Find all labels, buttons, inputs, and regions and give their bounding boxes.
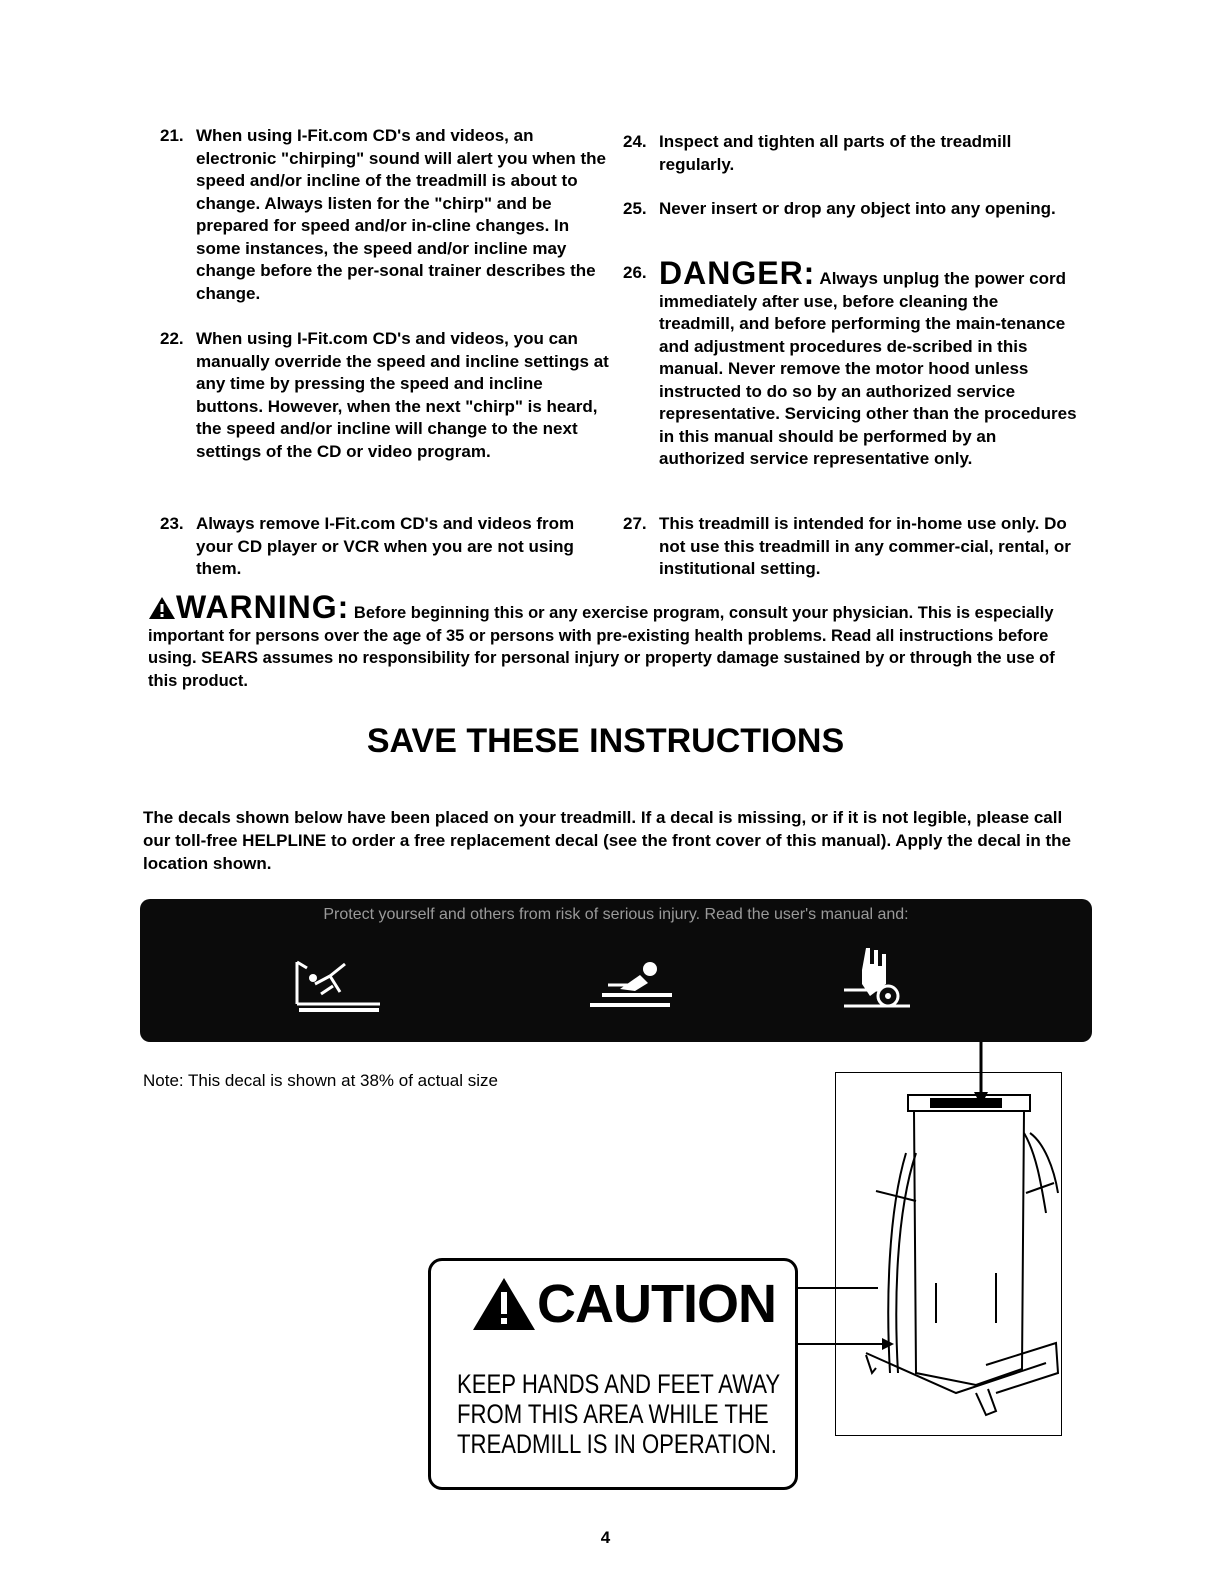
item-text: Never insert or drop any object into any opening. xyxy=(659,199,1056,218)
caution-line: FROM THIS AREA WHILE THE xyxy=(457,1399,769,1429)
item-22 xyxy=(160,328,610,463)
item-number: 27. xyxy=(623,514,647,533)
decal-intro-text: The decals shown below have been placed on your treadmill. If a decal is missing, or if it is not legible, please call our toll-free HELPLINE to order a free replacement decal (see the front cover of this manual). Apply the decal in the location shown. xyxy=(143,808,1071,873)
item-24 xyxy=(623,131,1078,176)
warning-triangle-icon xyxy=(148,596,176,620)
caution-heading xyxy=(471,1273,776,1335)
danger-label: DANGER: xyxy=(659,255,816,291)
item-number: 22. xyxy=(160,329,184,348)
item-text: Always remove I-Fit.com CD's and videos from your CD player or VCR when you are not using them. xyxy=(196,514,575,578)
caution-line: TREADMILL IS IN OPERATION. xyxy=(457,1429,777,1459)
warning-label: WARNING: xyxy=(176,589,350,625)
item-26 xyxy=(623,255,1078,471)
hand-at-roller-icon xyxy=(840,944,920,1019)
item-text: When using I-Fit.com CD's and videos, an electronic "chirping" sound will alert you when the speed and/or incline of the treadmill is about to change. Always listen for the "chirp" and be prepared for speed and/or in-cline changes. In some instances, the speed and/or incline may change before the per-sonal trainer describes the change. xyxy=(196,126,607,303)
warning-text: Before beginning this or any exercise program, consult your physician. This is especially important for persons over the age of 35 or persons with pre-existing health problems. Read all instructions before using. SEARS assumes no responsibility for personal injury or property damage sustained by or through the use of this product. xyxy=(148,604,1055,690)
item-23 xyxy=(160,513,610,581)
item-text: This treadmill is intended for in-home use only. Do not use this treadmill in any commer-cial, rental, or institutional setting. xyxy=(659,514,1071,578)
decal-size-note: Note: This decal is shown at 38% of actual size xyxy=(143,1071,498,1090)
person-on-belt-icon xyxy=(580,957,680,1017)
warning-paragraph xyxy=(148,589,1078,692)
safety-decal xyxy=(140,899,1092,1042)
item-number: 21. xyxy=(160,126,184,145)
caution-decal xyxy=(428,1258,798,1490)
fall-off-treadmill-icon xyxy=(285,954,385,1016)
caution-line: KEEP HANDS AND FEET AWAY xyxy=(457,1369,781,1399)
item-number: 24. xyxy=(623,132,647,151)
item-text: Inspect and tighten all parts of the treadmill regularly. xyxy=(659,132,1012,174)
caution-text xyxy=(457,1369,801,1459)
caution-title: CAUTION xyxy=(537,1274,776,1334)
item-number: 25. xyxy=(623,199,647,218)
item-text: When using I-Fit.com CD's and videos, you can manually override the speed and incline settings at any time by pressing the speed and incline buttons. However, when the next "chirp" is heard, the speed and/or incline will change to the next settings of the CD or video program. xyxy=(196,329,609,461)
page-number: 4 xyxy=(600,1528,611,1547)
item-21 xyxy=(160,125,610,305)
item-number: 26. xyxy=(623,263,647,282)
item-text: Always unplug the power cord immediately after use, before cleaning the treadmill, and before performing the main-tenance and adjustment procedures de-scribed in this manual. Never remove the motor hood unless instructed to do so by an authorized service representative. Servicing other than the procedures in this manual should be performed by an authorized service representative only. xyxy=(659,269,1077,468)
item-27 xyxy=(623,513,1078,581)
item-text-wrap xyxy=(659,255,1078,471)
item-number: 23. xyxy=(160,514,184,533)
warning-triangle-icon xyxy=(471,1276,537,1332)
decal-pointer-arrows xyxy=(790,1040,990,1400)
decal-text: Protect yourself and others from risk of serious injury. Read the user's manual and: xyxy=(323,906,909,923)
save-instructions-heading: SAVE THESE INSTRUCTIONS xyxy=(366,722,845,760)
item-25 xyxy=(623,198,1078,221)
